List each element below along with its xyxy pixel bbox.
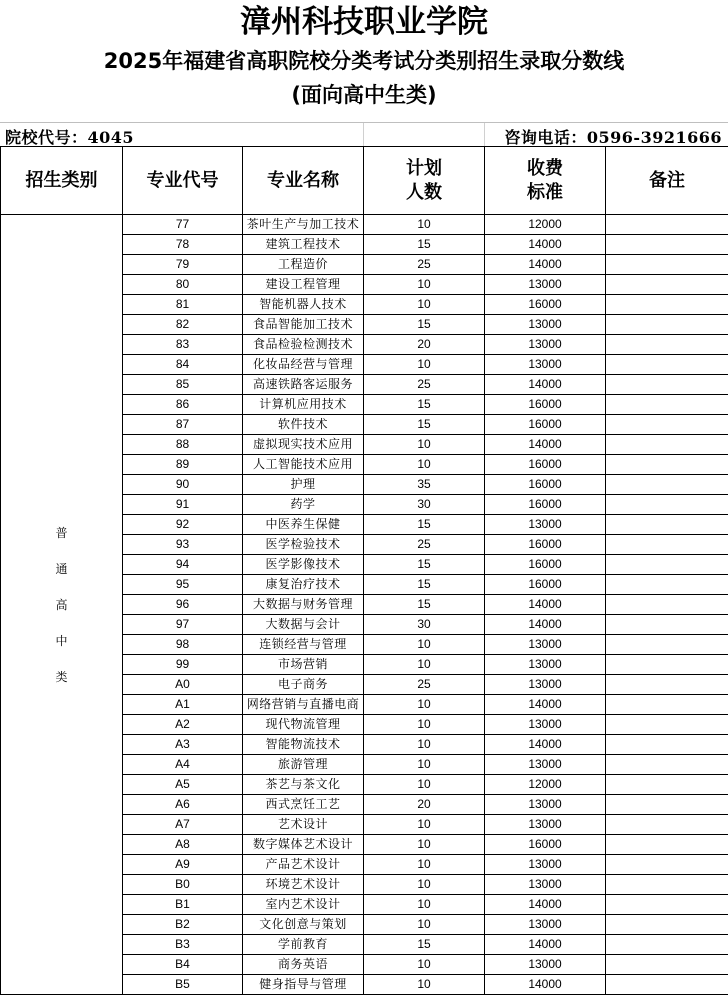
tuition-fee-cell: 16000: [485, 475, 606, 495]
major-code-cell: B4: [123, 955, 243, 975]
note-cell: [606, 715, 728, 735]
tuition-fee-cell: 13000: [485, 715, 606, 735]
tuition-fee-cell: 16000: [485, 415, 606, 435]
info-row: [0, 122, 728, 147]
note-cell: [606, 675, 728, 695]
major-name-cell: 环境艺术设计: [243, 875, 364, 895]
major-name-cell: 商务英语: [243, 955, 364, 975]
tuition-fee-cell: 13000: [485, 315, 606, 335]
tuition-fee-cell: 13000: [485, 915, 606, 935]
title-block: [0, 0, 728, 118]
major-code-cell: B5: [123, 975, 243, 995]
major-code-cell: 80: [123, 275, 243, 295]
major-code-cell: 79: [123, 255, 243, 275]
note-cell: [606, 515, 728, 535]
tuition-fee-cell: 16000: [485, 555, 606, 575]
major-name-cell: 连锁经营与管理: [243, 635, 364, 655]
tuition-fee-cell: 14000: [485, 375, 606, 395]
plan-count-cell: 15: [364, 575, 485, 595]
tuition-fee-cell: 13000: [485, 355, 606, 375]
major-code-cell: 92: [123, 515, 243, 535]
plan-count-cell: 30: [364, 615, 485, 635]
note-cell: [606, 475, 728, 495]
major-name-cell: 人工智能技术应用: [243, 455, 364, 475]
major-name-cell: 食品智能加工技术: [243, 315, 364, 335]
tuition-fee-cell: 13000: [485, 675, 606, 695]
major-code-cell: A5: [123, 775, 243, 795]
major-name-cell: 市场营销: [243, 655, 364, 675]
tuition-fee-cell: 13000: [485, 795, 606, 815]
category-char: 普: [55, 525, 68, 540]
tuition-fee-cell: 14000: [485, 975, 606, 995]
plan-count-cell: 10: [364, 355, 485, 375]
major-name-cell: 健身指导与管理: [243, 975, 364, 995]
school-name-title: 漳州科技职业学院: [240, 4, 488, 40]
column-header-plan: [364, 147, 485, 215]
major-code-cell: 99: [123, 655, 243, 675]
tuition-fee-cell: 14000: [485, 735, 606, 755]
major-name-cell: 文化创意与策划: [243, 915, 364, 935]
tuition-fee-cell: 12000: [485, 775, 606, 795]
note-cell: [606, 615, 728, 635]
major-name-cell: 产品艺术设计: [243, 855, 364, 875]
major-code-cell: 77: [123, 215, 243, 235]
major-name-cell: 高速铁路客运服务: [243, 375, 364, 395]
major-code-cell: 82: [123, 315, 243, 335]
major-code-cell: A2: [123, 715, 243, 735]
category-char: 高: [55, 597, 68, 612]
note-cell: [606, 215, 728, 235]
major-name-cell: 数字媒体艺术设计: [243, 835, 364, 855]
major-code-cell: B3: [123, 935, 243, 955]
major-code-cell: A9: [123, 855, 243, 875]
note-cell: [606, 455, 728, 475]
major-code-cell: 89: [123, 455, 243, 475]
tuition-fee-cell: 13000: [485, 755, 606, 775]
info-divider: [484, 123, 485, 147]
major-name-cell: 计算机应用技术: [243, 395, 364, 415]
plan-count-cell: 10: [364, 975, 485, 995]
major-name-cell: 建筑工程技术: [243, 235, 364, 255]
major-code-cell: 98: [123, 635, 243, 655]
note-cell: [606, 335, 728, 355]
plan-count-cell: 10: [364, 715, 485, 735]
note-cell: [606, 435, 728, 455]
plan-count-cell: 10: [364, 215, 485, 235]
major-name-cell: 茶叶生产与加工技术: [243, 215, 364, 235]
major-code-cell: 97: [123, 615, 243, 635]
category-char: 中: [55, 633, 68, 648]
tuition-fee-cell: 12000: [485, 215, 606, 235]
plan-count-cell: 20: [364, 795, 485, 815]
plan-count-cell: 10: [364, 955, 485, 975]
plan-count-cell: 35: [364, 475, 485, 495]
note-cell: [606, 555, 728, 575]
plan-count-cell: 25: [364, 675, 485, 695]
note-cell: [606, 875, 728, 895]
plan-count-cell: 10: [364, 275, 485, 295]
major-code-cell: A4: [123, 755, 243, 775]
major-code-cell: 85: [123, 375, 243, 395]
major-name-cell: 茶艺与茶文化: [243, 775, 364, 795]
major-name-cell: 建设工程管理: [243, 275, 364, 295]
major-code-cell: 84: [123, 355, 243, 375]
plan-count-cell: 10: [364, 915, 485, 935]
note-cell: [606, 895, 728, 915]
contact-phone: 咨询电话：0596-3921666: [504, 128, 722, 147]
note-cell: [606, 495, 728, 515]
major-name-cell: 网络营销与直播电商: [243, 695, 364, 715]
note-cell: [606, 735, 728, 755]
audience-label: (面向高中生类): [291, 83, 437, 107]
major-name-cell: 智能机器人技术: [243, 295, 364, 315]
major-name-cell: 医学检验技术: [243, 535, 364, 555]
major-code-cell: 95: [123, 575, 243, 595]
plan-count-cell: 10: [364, 735, 485, 755]
major-code-cell: 90: [123, 475, 243, 495]
plan-count-cell: 20: [364, 335, 485, 355]
column-header-plan-line1: 计划: [406, 157, 442, 179]
tuition-fee-cell: 14000: [485, 595, 606, 615]
column-header-note: 备注: [606, 147, 728, 215]
major-code-cell: 87: [123, 415, 243, 435]
note-cell: [606, 955, 728, 975]
major-code-cell: B0: [123, 875, 243, 895]
tuition-fee-cell: 14000: [485, 895, 606, 915]
tuition-fee-cell: 16000: [485, 835, 606, 855]
major-name-cell: 工程造价: [243, 255, 364, 275]
major-code-cell: 78: [123, 235, 243, 255]
table-header-row: [1, 147, 728, 215]
note-cell: [606, 755, 728, 775]
tuition-fee-cell: 13000: [485, 875, 606, 895]
major-name-cell: 化妆品经营与管理: [243, 355, 364, 375]
major-code-cell: 88: [123, 435, 243, 455]
major-name-cell: 大数据与会计: [243, 615, 364, 635]
plan-count-cell: 15: [364, 935, 485, 955]
major-code-cell: 94: [123, 555, 243, 575]
tuition-fee-cell: 13000: [485, 515, 606, 535]
note-cell: [606, 775, 728, 795]
note-cell: [606, 535, 728, 555]
note-cell: [606, 695, 728, 715]
note-cell: [606, 655, 728, 675]
major-name-cell: 软件技术: [243, 415, 364, 435]
major-code-cell: A8: [123, 835, 243, 855]
tuition-fee-cell: 16000: [485, 535, 606, 555]
plan-count-cell: 15: [364, 415, 485, 435]
category-char: 类: [55, 669, 68, 684]
note-cell: [606, 835, 728, 855]
column-header-category: 招生类别: [1, 147, 123, 215]
note-cell: [606, 855, 728, 875]
major-name-cell: 现代物流管理: [243, 715, 364, 735]
admission-table: [0, 146, 728, 995]
plan-count-cell: 25: [364, 535, 485, 555]
plan-count-cell: 10: [364, 635, 485, 655]
major-name-cell: 智能物流技术: [243, 735, 364, 755]
tuition-fee-cell: 14000: [485, 935, 606, 955]
note-cell: [606, 595, 728, 615]
note-cell: [606, 375, 728, 395]
note-cell: [606, 295, 728, 315]
major-code-cell: 81: [123, 295, 243, 315]
note-cell: [606, 315, 728, 335]
tuition-fee-cell: 13000: [485, 815, 606, 835]
plan-count-cell: 15: [364, 315, 485, 335]
note-cell: [606, 915, 728, 935]
major-code-cell: A0: [123, 675, 243, 695]
plan-count-cell: 10: [364, 695, 485, 715]
tuition-fee-cell: 14000: [485, 615, 606, 635]
major-name-cell: 药学: [243, 495, 364, 515]
note-cell: [606, 275, 728, 295]
major-name-cell: 医学影像技术: [243, 555, 364, 575]
plan-count-cell: 15: [364, 555, 485, 575]
note-cell: [606, 635, 728, 655]
major-code-cell: A6: [123, 795, 243, 815]
plan-count-cell: 25: [364, 255, 485, 275]
major-name-cell: 西式烹饪工艺: [243, 795, 364, 815]
note-cell: [606, 575, 728, 595]
info-divider: [363, 123, 364, 147]
tuition-fee-cell: 14000: [485, 695, 606, 715]
major-name-cell: 学前教育: [243, 935, 364, 955]
document-subtitle: 2025年福建省高职院校分类考试分类别招生录取分数线: [103, 49, 625, 73]
tuition-fee-cell: 16000: [485, 295, 606, 315]
note-cell: [606, 235, 728, 255]
column-header-fee-line1: 收费: [527, 157, 563, 179]
column-header-code: 专业代号: [123, 147, 243, 215]
note-cell: [606, 975, 728, 995]
major-code-cell: 86: [123, 395, 243, 415]
plan-count-cell: 10: [364, 455, 485, 475]
table-row: [1, 215, 728, 235]
major-name-cell: 室内艺术设计: [243, 895, 364, 915]
tuition-fee-cell: 16000: [485, 395, 606, 415]
plan-count-cell: 25: [364, 375, 485, 395]
tuition-fee-cell: 13000: [485, 635, 606, 655]
major-name-cell: 艺术设计: [243, 815, 364, 835]
column-header-fee: [485, 147, 606, 215]
tuition-fee-cell: 16000: [485, 455, 606, 475]
note-cell: [606, 395, 728, 415]
plan-count-cell: 30: [364, 495, 485, 515]
category-vertical-text: [47, 515, 77, 695]
school-code: 院校代号：4045: [5, 128, 135, 147]
note-cell: [606, 815, 728, 835]
plan-count-cell: 10: [364, 815, 485, 835]
column-header-fee-line2: 标准: [527, 181, 563, 203]
major-name-cell: 康复治疗技术: [243, 575, 364, 595]
plan-count-cell: 10: [364, 655, 485, 675]
plan-count-cell: 15: [364, 395, 485, 415]
plan-count-cell: 10: [364, 755, 485, 775]
plan-count-cell: 10: [364, 435, 485, 455]
major-name-cell: 虚拟现实技术应用: [243, 435, 364, 455]
major-code-cell: 93: [123, 535, 243, 555]
major-name-cell: 中医养生保健: [243, 515, 364, 535]
plan-count-cell: 10: [364, 895, 485, 915]
tuition-fee-cell: 13000: [485, 335, 606, 355]
major-name-cell: 食品检验检测技术: [243, 335, 364, 355]
note-cell: [606, 415, 728, 435]
plan-count-cell: 15: [364, 235, 485, 255]
major-code-cell: A1: [123, 695, 243, 715]
major-name-cell: 大数据与财务管理: [243, 595, 364, 615]
tuition-fee-cell: 13000: [485, 275, 606, 295]
tuition-fee-cell: 13000: [485, 855, 606, 875]
tuition-fee-cell: 14000: [485, 235, 606, 255]
major-name-cell: 旅游管理: [243, 755, 364, 775]
column-header-plan-line2: 人数: [406, 181, 442, 203]
note-cell: [606, 355, 728, 375]
column-header-name: 专业名称: [243, 147, 364, 215]
major-code-cell: B1: [123, 895, 243, 915]
major-name-cell: 电子商务: [243, 675, 364, 695]
tuition-fee-cell: 13000: [485, 955, 606, 975]
note-cell: [606, 935, 728, 955]
category-cell: [1, 215, 123, 995]
tuition-fee-cell: 14000: [485, 255, 606, 275]
major-code-cell: A7: [123, 815, 243, 835]
plan-count-cell: 10: [364, 835, 485, 855]
major-code-cell: B2: [123, 915, 243, 935]
tuition-fee-cell: 16000: [485, 495, 606, 515]
plan-count-cell: 15: [364, 595, 485, 615]
major-code-cell: 83: [123, 335, 243, 355]
tuition-fee-cell: 14000: [485, 435, 606, 455]
plan-count-cell: 10: [364, 775, 485, 795]
note-cell: [606, 255, 728, 275]
major-name-cell: 护理: [243, 475, 364, 495]
plan-count-cell: 10: [364, 855, 485, 875]
plan-count-cell: 10: [364, 295, 485, 315]
major-code-cell: 96: [123, 595, 243, 615]
plan-count-cell: 10: [364, 875, 485, 895]
category-char: 通: [55, 561, 68, 576]
plan-count-cell: 15: [364, 515, 485, 535]
table-body: [1, 215, 728, 995]
major-code-cell: A3: [123, 735, 243, 755]
tuition-fee-cell: 16000: [485, 575, 606, 595]
note-cell: [606, 795, 728, 815]
tuition-fee-cell: 13000: [485, 655, 606, 675]
major-code-cell: 91: [123, 495, 243, 515]
